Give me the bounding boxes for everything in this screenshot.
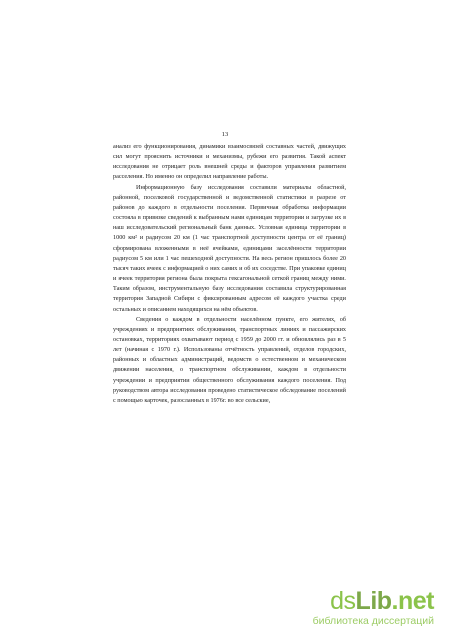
text-line: анализ его функционирования, динамики взаимосвязей составных частей, — [113, 143, 319, 150]
text-line: исследования составила структурированная территория Западной Сибири с — [113, 285, 347, 303]
text-line: единицам территории и загрузке их в наш исследовательский региональный — [113, 214, 347, 232]
text-line: развития. Такой аспект исследования не отрицает роль внешней среды и — [113, 153, 346, 171]
text-line: упаковке единиц и ячеек территория региона была покрыта гексагональной — [113, 264, 346, 283]
paragraph — [113, 315, 346, 406]
text-line: гг. и обновлялись раз в 5 лет (начиная с 1970 г.). Использованы отчётность — [113, 335, 347, 354]
text-line: ведомств о естественном и механическом движении населения, о — [113, 356, 346, 374]
text-line: руководством автора исследования проведено статистическое обследование — [113, 386, 319, 394]
text-line: движущих сил могут прояснить источники и механизмы, рубежи его — [113, 143, 346, 161]
body-text — [113, 142, 346, 406]
text-line: находящихся на нём объектов. — [177, 305, 258, 313]
text-line: час транспортной доступности центра от её границ) сформирована — [113, 234, 346, 252]
page-number: 13 — [221, 131, 229, 138]
watermark — [284, 588, 434, 632]
text-line: пассажирских остановках, территориях охватывают период с 1959 до 2000 — [113, 325, 346, 343]
text-line: вложенными в неё ячейками, единицами заселённости территории радиусом — [113, 244, 347, 262]
text-line: направление работы. — [212, 173, 269, 181]
text-line: районной, поселковой государственной и ведомственной статистики в — [113, 193, 317, 201]
text-line: учреждениях и предприятиях обслуживания, транспортных линиях и — [113, 325, 309, 333]
text-line: тысяч таких ячеек с информацией о них самих и об их соседстве. При — [113, 264, 302, 272]
text-line: 5 км или 1 час пешеходной доступности. На весь регион пришлось более 20 — [140, 254, 347, 262]
text-line: банк данных. Условная единица территории в 1000 км² и радиусом 20 км (1 — [113, 224, 346, 242]
text-line: транспортном обслуживании, каждом в отдельности учреждении и — [113, 366, 346, 384]
watermark-tagline: библиотека диссертаций — [312, 615, 434, 627]
paragraph — [113, 183, 346, 315]
text-line: разрезе от районов до каждого в отдельности поселения. Первичная — [113, 193, 347, 211]
text-line: факторов управления развитием расселения. Но именно он определил — [113, 163, 346, 181]
logo-part: ds — [330, 587, 356, 615]
text-line: сеткой границ между ними. Таким образом, инструментальную базу — [113, 275, 346, 293]
text-line: управлений, отделов городских, районных и областных администраций, — [113, 346, 346, 364]
text-line: обработка информации состояла в привязке сведений к выбранным нами — [113, 203, 346, 222]
text-line: Информационную базу исследования составили материалы областной, — [136, 183, 346, 191]
text-line: фиксированным адресом её каждого участка среди остальных и описанием — [113, 295, 346, 313]
logo-part: .net — [391, 587, 434, 615]
text-line: поселений с помощью карточек, разосланных в 1976г. во все сельские, — [113, 386, 346, 404]
text-line: предприятии общественного обслуживания каждого поселения. Под — [155, 376, 346, 384]
logo-part: Lib — [355, 587, 392, 615]
dslib-logo — [330, 588, 434, 614]
text-line: Сведения о каждом в отдельности населённом пункте, его жителях, об — [136, 315, 346, 323]
paragraph — [113, 142, 346, 183]
